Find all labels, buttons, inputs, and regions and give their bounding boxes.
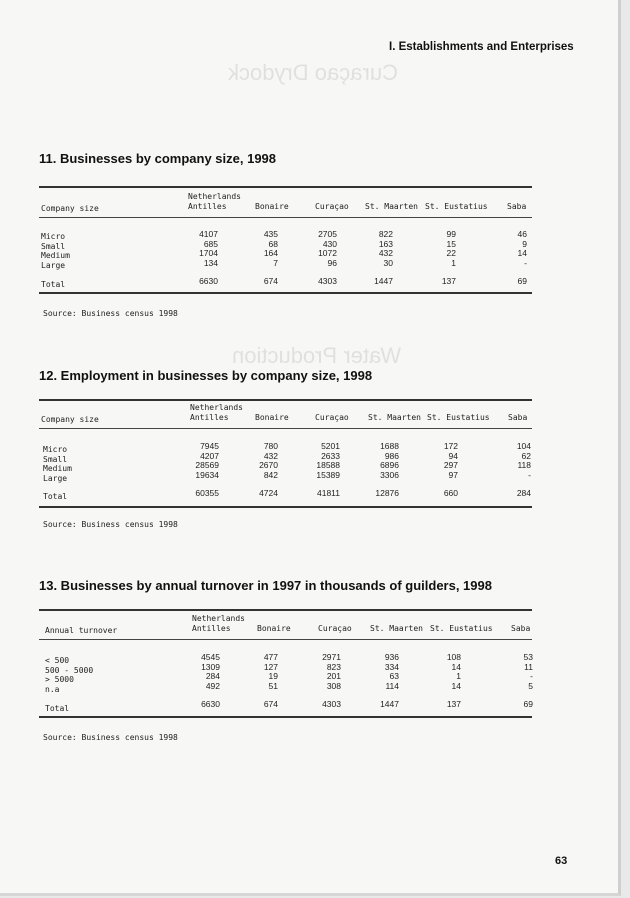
row-label: Medium <box>43 464 72 473</box>
table-11 <box>39 186 532 321</box>
header-rule <box>39 217 532 218</box>
table-12-source: Source: Business census 1998 <box>43 520 178 529</box>
stub-header: Annual turnover <box>45 626 118 635</box>
row-label: n.a <box>45 684 60 694</box>
col-netherlands-antilles: 4107 685 1704 134 6630 <box>199 229 218 287</box>
table-top-rule <box>39 186 532 188</box>
col-header-st-eustatius: St. Eustatius <box>427 413 490 422</box>
col-header-saba: Saba <box>508 413 528 422</box>
col-header-netherlands-antilles: Netherlands Antilles <box>192 614 245 633</box>
total-value: 41811 <box>316 488 340 499</box>
total-value: 4303 <box>322 699 341 710</box>
total-value: 60355 <box>195 488 219 499</box>
total-value: 4724 <box>259 488 278 499</box>
col-netherlands-antilles: 4545 1309 284 492 6630 <box>201 652 220 710</box>
show-through-text: Curaçao Drydock <box>228 60 398 85</box>
table-bottom-rule <box>39 292 532 294</box>
table-11-source: Source: Business census 1998 <box>43 309 178 318</box>
col-header-st-eustatius: St. Eustatius <box>425 202 488 211</box>
col-curacao: 2705 430 1072 96 4303 <box>318 229 337 287</box>
col-st-maarten: 822 163 432 30 1447 <box>374 229 393 287</box>
total-value: 674 <box>263 699 278 710</box>
table-top-rule <box>39 609 532 611</box>
col-header-saba: Saba <box>511 624 531 633</box>
col-header-st-eustatius: St. Eustatius <box>430 624 493 633</box>
header-rule <box>39 639 532 640</box>
row-label: Micro <box>43 445 68 454</box>
row-label: > 5000 <box>45 675 74 684</box>
col-bonaire: 780 432 2670 842 4724 <box>259 441 278 499</box>
table-13-title: 13. Businesses by annual turnover in 1997 in thousands of guilders, 1998 <box>39 578 492 593</box>
col-header-curacao: Curaçao <box>318 624 352 633</box>
table-top-rule <box>39 399 532 401</box>
table-11-title: 11. Businesses by company size, 1998 <box>39 151 277 166</box>
total-value: 284 <box>516 488 531 499</box>
table-bottom-rule <box>39 716 532 718</box>
col-header-saba: Saba <box>507 202 527 211</box>
col-header-st-maarten: St. Maarten <box>370 624 423 633</box>
total-value: 674 <box>263 276 278 287</box>
total-value: 660 <box>443 488 458 499</box>
total-value: 1447 <box>380 699 399 710</box>
row-label: 500 - 5000 <box>45 665 94 675</box>
running-head: I. Establishments and Enterprises <box>389 41 574 53</box>
col-st-eustatius: 108 14 1 14 137 <box>446 652 461 710</box>
row-label: Small <box>41 241 66 251</box>
col-header-st-maarten: St. Maarten <box>365 202 418 211</box>
row-label: Medium <box>41 251 70 260</box>
row-label: Large <box>43 473 68 483</box>
total-value: 69 <box>523 699 533 710</box>
row-label: Small <box>43 454 68 464</box>
col-bonaire: 435 68 164 7 674 <box>263 229 278 287</box>
col-curacao: 2971 823 201 308 4303 <box>322 652 341 710</box>
table-12-title: 12. Employment in businesses by company size, 1998 <box>39 368 373 383</box>
row-label: < 500 <box>45 656 70 665</box>
total-value: 137 <box>441 276 456 287</box>
row-label: Large <box>41 260 66 270</box>
col-saba: 53 11 - 5 69 <box>523 652 533 710</box>
table-bottom-rule <box>39 506 532 508</box>
col-st-eustatius: 172 94 297 97 660 <box>443 441 458 499</box>
table-13-source: Source: Business census 1998 <box>43 733 178 742</box>
stub-header: Company size <box>41 415 99 424</box>
total-value: 12876 <box>375 488 399 499</box>
col-header-bonaire: Bonaire <box>255 202 289 211</box>
total-value: 137 <box>446 699 461 710</box>
col-header-netherlands-antilles: Netherlands Antilles <box>188 192 241 211</box>
page-number: 63 <box>555 855 568 867</box>
total-label: Total <box>43 492 68 501</box>
total-value: 6630 <box>201 699 220 710</box>
total-label: Total <box>45 704 70 713</box>
col-st-maarten: 936 334 63 114 1447 <box>380 652 399 710</box>
col-header-st-maarten: St. Maarten <box>368 413 421 422</box>
col-header-curacao: Curaçao <box>315 413 349 422</box>
header-rule <box>39 428 532 429</box>
total-label: Total <box>41 280 66 289</box>
show-through-text: Water Production <box>232 343 402 368</box>
table-13 <box>39 609 532 744</box>
col-st-maarten: 1688 986 6896 3306 12876 <box>375 441 399 499</box>
col-saba: 104 62 118 - 284 <box>516 441 531 499</box>
stub-header: Company size <box>41 204 99 213</box>
total-value: 69 <box>517 276 527 287</box>
col-header-netherlands-antilles: Netherlands Antilles <box>190 403 243 422</box>
table-12 <box>39 399 532 534</box>
total-value: 4303 <box>318 276 337 287</box>
col-header-bonaire: Bonaire <box>257 624 291 633</box>
col-header-curacao: Curaçao <box>315 202 349 211</box>
total-value: 6630 <box>199 276 218 287</box>
col-header-bonaire: Bonaire <box>255 413 289 422</box>
col-curacao: 5201 2633 18588 15389 41811 <box>316 441 340 499</box>
col-saba: 46 9 14 - 69 <box>517 229 527 287</box>
col-netherlands-antilles: 7945 4207 28569 19634 60355 <box>195 441 219 499</box>
total-value: 1447 <box>374 276 393 287</box>
row-label: Micro <box>41 232 66 241</box>
col-st-eustatius: 99 15 22 1 137 <box>441 229 456 287</box>
col-bonaire: 477 127 19 51 674 <box>263 652 278 710</box>
